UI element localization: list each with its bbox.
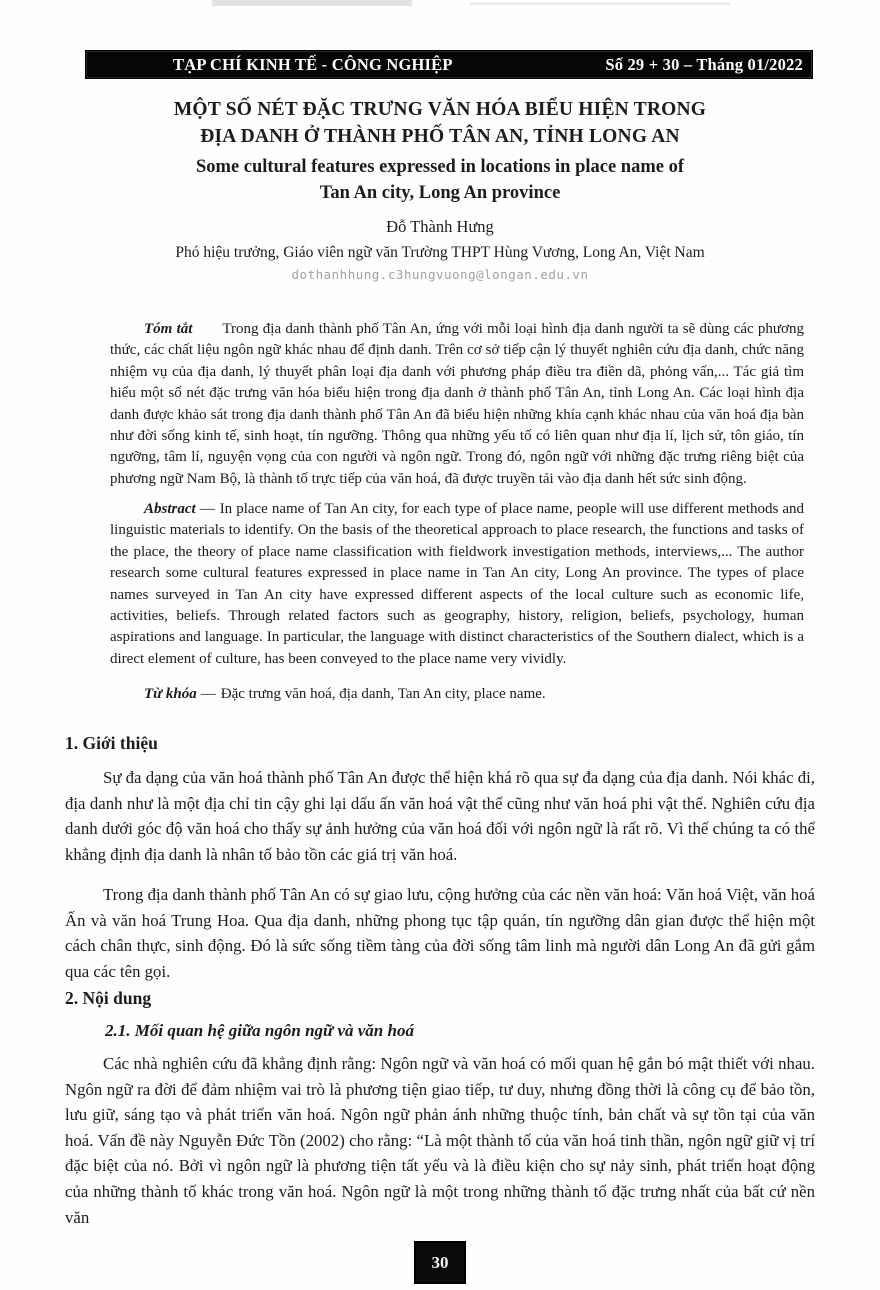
journal-issue: Số 29 + 30 – Tháng 01/2022	[605, 54, 803, 74]
scan-artifact	[470, 2, 730, 5]
keywords-label: Từ khóa	[144, 686, 197, 702]
title-block	[65, 96, 815, 206]
scan-artifact	[212, 0, 412, 6]
section-2-1-heading: 2.1. Mối quan hệ giữa ngôn ngữ và văn hoá	[105, 1021, 414, 1040]
keywords-line	[110, 684, 804, 705]
author-email: dothanhhung.c3hungvuong@longan.edu.vn	[291, 267, 589, 282]
section-1-paragraph-2: Trong địa danh thành phố Tân An có sự giao lưu, cộng hưởng của các nền văn hoá: Văn hoá Việt, văn hoá Ấn và văn hoá Trung Hoa. Qua địa danh, những phong tục tập quán, tín ngưỡng dân gian được thể hiện một cách chân thực, sinh động. Đó là sức sống tiềm tàng của đời sống tâm linh mà người dân Long An đã gửi gắm qua các tên gọi.	[65, 885, 815, 981]
abstract-vi-label: Tóm tắt	[144, 321, 193, 337]
abstract-en-label: Abstract	[144, 501, 196, 517]
abstract-en-separator: —	[199, 501, 215, 517]
paper-title-en-line2: Tan An city, Long An province	[319, 183, 561, 203]
paper-title-en-line1: Some cultural features expressed in locations in place name of	[196, 157, 684, 177]
abstract-english	[110, 499, 804, 670]
abstract-vietnamese	[110, 319, 804, 490]
author-block	[65, 217, 815, 282]
keywords-separator: —	[200, 686, 216, 702]
keywords-text: Đặc trưng văn hoá, địa danh, Tan An city, place name.	[220, 686, 546, 702]
section-1-paragraph-1: Sự đa dạng của văn hoá thành phố Tân An được thể hiện khá rõ qua sự đa dạng của địa danh. Nói khác đi, địa danh như là một địa chỉ tin cậy ghi lại dấu ấn văn hoá vật thể cũng như văn hoá phi vật thể. Nghiên cứu địa danh dưới góc độ văn hoá cho thấy sự ảnh hưởng của văn hoá đối với ngôn ngữ là rất rõ. Vì thế chúng ta có thể khẳng định địa danh là nhân tố bảo tồn các giá trị văn hoá.	[65, 768, 815, 864]
paper-title-vi-line1: MỘT SỐ NÉT ĐẶC TRƯNG VĂN HÓA BIỂU HIỆN TRONG	[173, 99, 707, 120]
section-1-heading: 1. Giới thiệu	[65, 733, 158, 753]
page-number: 30	[431, 1252, 449, 1272]
page-number-badge	[416, 1243, 464, 1282]
author-name: Đỗ Thành Hưng	[386, 217, 494, 236]
author-affiliation: Phó hiệu trưởng, Giáo viên ngữ văn Trường THPT Hùng Vương, Long An, Việt Nam	[175, 244, 705, 261]
journal-header-bar	[85, 50, 813, 79]
journal-name: TẠP CHÍ KINH TẾ - CÔNG NGHIỆP	[173, 54, 453, 74]
section-2-heading: 2. Nội dung	[65, 988, 152, 1008]
abstract-vi-text: Trong địa danh thành phố Tân An, ứng với mỗi loại hình địa danh người ta sẽ dùng các phương thức, các chất liệu ngôn ngữ khác nhau để định danh. Trên cơ sở tiếp cận lý thuyết nghiên cứu địa danh, chức năng nhiệm vụ của địa danh, lý thuyết phân loại địa danh với phương pháp điều tra điền dã, phỏng vấn,... Tác giả tìm hiểu một số nét đặc trưng văn hóa biểu hiện trong địa danh ở thành phố Tân An, tỉnh Long An. Các loại hình địa danh được khảo sát trong địa danh thành phố Tân An đã biểu hiện những khía cạnh khác nhau của văn hoá địa bàn như đời sống kinh tế, sinh hoạt, tín ngưỡng. Thông qua những yếu tố có liên quan như địa lí, lịch sử, tôn giáo, tín ngưỡng, tâm lí, nguyện vọng của con người và ngôn ngữ. Trong đó, ngôn ngữ với những đặc trưng riêng biệt của phương ngữ Nam Bộ, là thành tố trực tiếp của văn hoá, đã được truyền tải vào địa danh hết sức sinh động.	[110, 321, 804, 487]
section-2-1-paragraph-1: Các nhà nghiên cứu đã khẳng định rằng: Ngôn ngữ và văn hoá có mối quan hệ gắn bó mật thiết với nhau. Ngôn ngữ ra đời để đảm nhiệm vai trò là phương tiện giao tiếp, tư duy, nhưng đồng thời là công cụ để bảo tồn, lưu giữ, sáng tạo và phát triển văn hoá. Ngôn ngữ phản ánh những thuộc tính, bản chất và sự tồn tại của văn hoá. Vấn đề này Nguyễn Đức Tồn (2002) cho rằng: “Là một thành tố của văn hoá tinh thần, ngôn ngữ giữ vị trí đặc biệt của nó. Bởi vì ngôn ngữ là phương tiện tất yếu và là điều kiện cho sự nảy sinh, phát triển hoạt động của những thành tố khác trong văn hoá. Ngôn ngữ là một trong những thành tố đặc trưng nhất của bất cứ nền văn	[65, 1054, 815, 1227]
abstract-en-text: In place name of Tan An city, for each type of place name, people will use different methods and linguistic materials to identify. On the basis of the theoretical approach to place research, the functions and tasks of the place, the theory of place name classification with fieldwork investigation methods, interviews,... The author research some cultural features expressed in place name in Tan An city, Long An province. The types of place names surveyed in Tan An city have expressed different aspects of the local culture such as economic life, activities, beliefs. Through related factors such as geography, history, religion, beliefs, psychology, human aspirations and language. In particular, the language with distinct characteristics of the Southern dialect, which is a direct element of culture, has been conveyed to the place name very vividly.	[110, 501, 804, 667]
paper-title-vi-line2: ĐỊA DANH Ở THÀNH PHỐ TÂN AN, TỈNH LONG AN	[200, 126, 680, 147]
